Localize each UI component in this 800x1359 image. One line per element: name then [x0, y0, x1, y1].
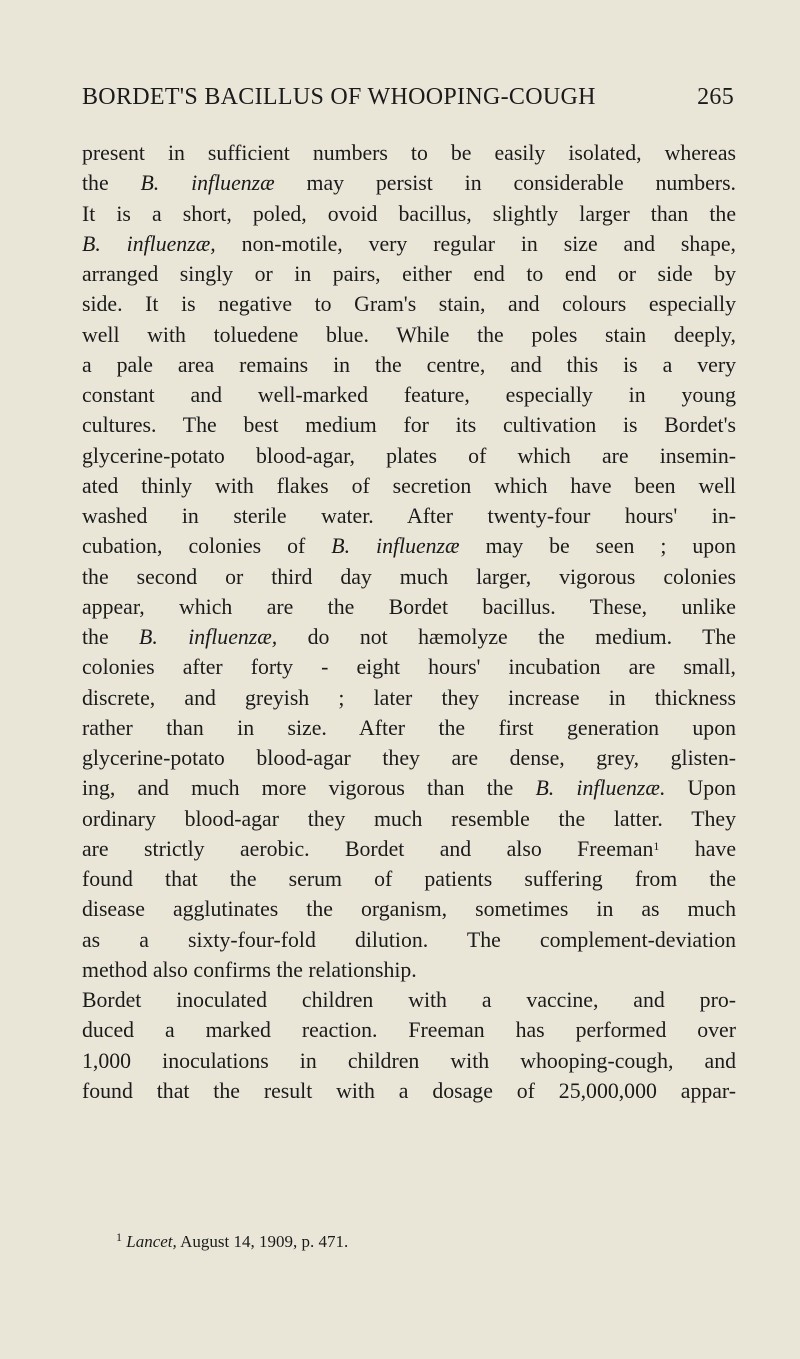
text-line: [82, 652, 736, 682]
text-run: colonies after forty - eight hours' incubation are small,: [82, 655, 736, 680]
text-run: the: [82, 171, 141, 196]
text-run: are strictly aerobic. Bordet and also Freeman: [82, 836, 654, 861]
text-line: [82, 1076, 736, 1106]
text-line: [82, 955, 736, 985]
text-run: may be seen ; upon: [459, 534, 736, 559]
running-header: [82, 84, 734, 111]
text-run: cultures. The best medium for its cultivation is Bordet's: [82, 413, 736, 438]
text-run: ordinary blood-agar they much resemble the latter. They: [82, 806, 736, 831]
text-run: may persist in considerable numbers.: [274, 171, 736, 196]
text-line: [82, 289, 736, 319]
text-run: found that the serum of patients suffering from the: [82, 867, 736, 891]
text-run: as a sixty-four-fold dilution. The complement-deviation: [82, 927, 736, 952]
text-run: appear, which are the Bordet bacillus. These, unlike: [82, 594, 736, 619]
text-run: ated thinly with flakes of secretion which have been well: [82, 473, 736, 498]
text-run: duced a marked reaction. Freeman has performed over: [82, 1018, 736, 1043]
text-line: [82, 713, 736, 743]
text-line: [82, 320, 736, 350]
text-run: It is a short, poled, ovoid bacillus, slightly larger than the: [82, 201, 736, 226]
text-run: 1,000 inoculations in children with whooping-cough, and: [82, 1048, 736, 1073]
text-run: do not hæmolyze the medium. The: [277, 625, 736, 649]
text-run: washed in sterile water. After twenty-four hours' in-: [82, 504, 736, 528]
text-line: [82, 441, 736, 471]
text-run: present in sufficient numbers to be easily isolated, whereas: [82, 141, 736, 165]
italic-term: B. influenzæ: [331, 534, 460, 559]
footnote-marker: 1: [116, 1230, 122, 1244]
text-run: method also confirms the relationship.: [82, 957, 417, 982]
text-line: [82, 1015, 736, 1045]
text-run: ing, and much more vigorous than the: [82, 776, 536, 801]
text-line: [82, 229, 736, 259]
footnote: [116, 1232, 348, 1252]
text-line: [82, 773, 736, 803]
text-line: [82, 138, 736, 168]
text-line: [82, 410, 736, 440]
text-run: the: [82, 625, 140, 649]
text-line: [82, 1046, 736, 1076]
text-run: cubation, colonies of: [82, 534, 332, 559]
italic-term: B. influenzæ,: [139, 625, 278, 649]
italic-term: B. influenzæ: [140, 171, 275, 196]
text-run: disease agglutinates the organism, sometimes in as much: [82, 897, 736, 922]
text-run: the second or third day much larger, vigorous colonies: [82, 564, 736, 589]
text-line: [82, 592, 736, 622]
text-line: [82, 501, 736, 531]
text-line: [82, 622, 736, 652]
italic-term: B. influenzæ.: [535, 776, 666, 801]
text-run: have: [659, 836, 736, 861]
text-line: [82, 894, 736, 924]
footnote-reference: 1: [653, 838, 660, 853]
text-run: rather than in size. After the first generation upon: [82, 715, 736, 740]
italic-term: B. influenzæ,: [82, 231, 216, 256]
text-line: [82, 259, 736, 289]
text-run: a pale area remains in the centre, and this is a very: [82, 352, 736, 377]
text-run: glycerine-potato blood-agar they are dense, grey, glisten-: [82, 746, 736, 770]
text-line: [82, 350, 736, 380]
text-line: [82, 834, 736, 864]
text-line: [82, 985, 736, 1015]
text-line: [82, 199, 736, 229]
page-number: 265: [697, 84, 734, 110]
text-run: Bordet inoculated children with a vaccine, and pro-: [82, 988, 736, 1012]
text-line: [82, 380, 736, 410]
text-run: well with toluedene blue. While the poles stain deeply,: [82, 322, 736, 347]
text-line: [82, 804, 736, 834]
text-line: [82, 743, 736, 773]
text-line: [82, 531, 736, 561]
text-line: [82, 562, 736, 592]
text-line: [82, 683, 736, 713]
body-text: [82, 138, 736, 1106]
text-run: discrete, and greyish ; later they increase in thickness: [82, 685, 736, 710]
footnote-source: Lancet,: [126, 1232, 177, 1251]
text-run: arranged singly or in pairs, either end to end or side by: [82, 262, 736, 286]
text-run: side. It is negative to Gram's stain, and colours especially: [82, 292, 736, 317]
text-run: constant and well-marked feature, especially in young: [82, 383, 736, 407]
running-title: BORDET'S BACILLUS OF WHOOPING-COUGH: [82, 84, 596, 110]
text-line: [82, 925, 736, 955]
text-line: [82, 864, 736, 894]
footnote-details: August 14, 1909, p. 471.: [176, 1232, 349, 1251]
text-run: glycerine-potato blood-agar, plates of which are insemin-: [82, 443, 736, 468]
text-run: found that the result with a dosage of 25,000,000 appar-: [82, 1078, 736, 1103]
text-line: [82, 471, 736, 501]
text-line: [82, 168, 736, 198]
text-run: non-motile, very regular in size and shape,: [215, 231, 736, 256]
text-run: Upon: [665, 776, 736, 801]
